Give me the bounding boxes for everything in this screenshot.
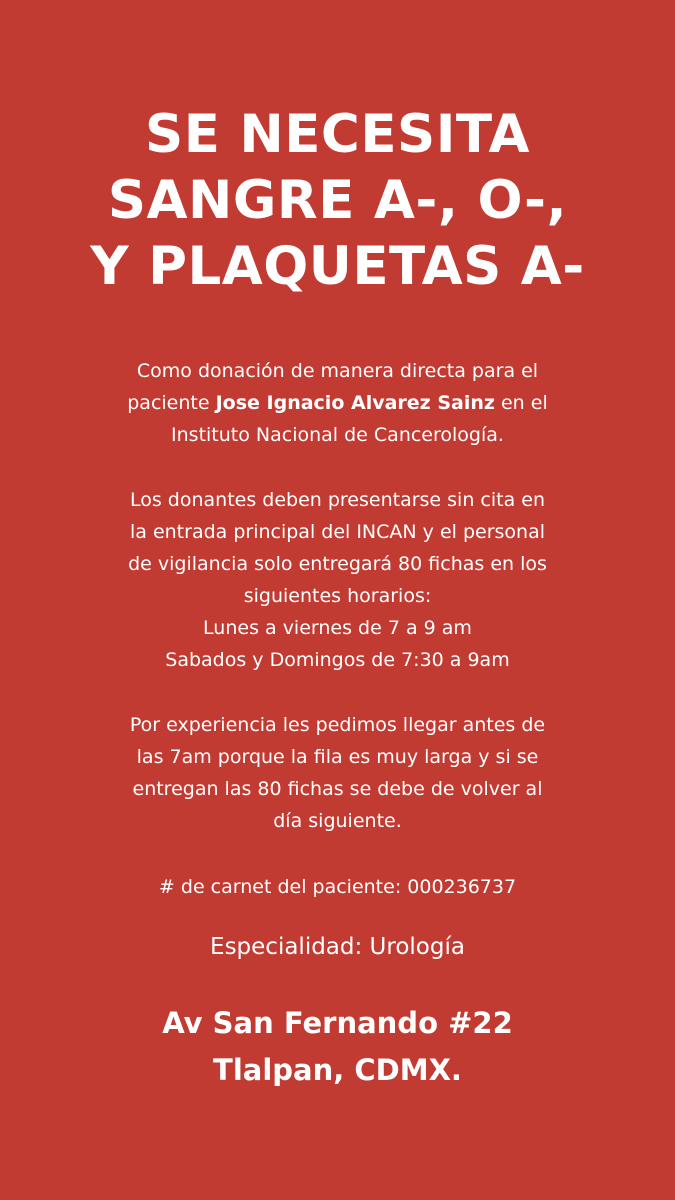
instructions-line-1: Los donantes deben presentarse sin cita en [129, 489, 546, 511]
instructions-paragraph [0, 484, 675, 676]
instructions-line-3: de vigilancia solo entregará 80 fichas en los [128, 553, 547, 575]
address-line-1: Av San Fernando #22 [162, 1006, 513, 1040]
intro-line-3: Instituto Nacional de Cancerología. [171, 424, 504, 446]
intro-line-2-pre: paciente [127, 392, 216, 414]
intro-line-2-post: en el [494, 392, 548, 414]
intro-paragraph [0, 355, 675, 451]
headline [0, 102, 675, 300]
advice-line-1: Por experiencia les pedimos llegar antes de [129, 714, 546, 736]
advice-line-4: día siguiente. [273, 810, 402, 832]
headline-line-2: SANGRE A-, O-, [107, 170, 568, 231]
schedule-weekend: Sabados y Domingos de 7:30 a 9am [165, 649, 510, 671]
instructions-line-2: la entrada principal del INCAN y el personal [129, 521, 546, 543]
advice-line-3: entregan las 80 fichas se debe de volver al [132, 778, 543, 800]
schedule-weekdays: Lunes a viernes de 7 a 9 am [203, 617, 472, 639]
instructions-line-4: siguientes horarios: [243, 585, 432, 607]
intro-line-1: Como donación de manera directa para el [136, 360, 539, 382]
address-line-2: Tlalpan, CDMX. [213, 1053, 462, 1087]
patient-name: Jose Ignacio Alvarez Sainz [215, 392, 495, 414]
advice-line-2: las 7am porque la fila es muy larga y si se [136, 746, 539, 768]
intro-line-2 [0, 387, 675, 419]
patient-carnet-number: # de carnet del paciente: 000236737 [158, 876, 517, 898]
address [0, 1000, 675, 1094]
headline-line-3: Y PLAQUETAS A- [90, 236, 585, 297]
advice-paragraph [0, 709, 675, 837]
specialty-label: Especialidad: Urología [210, 934, 465, 960]
headline-line-1: SE NECESITA [145, 104, 530, 165]
